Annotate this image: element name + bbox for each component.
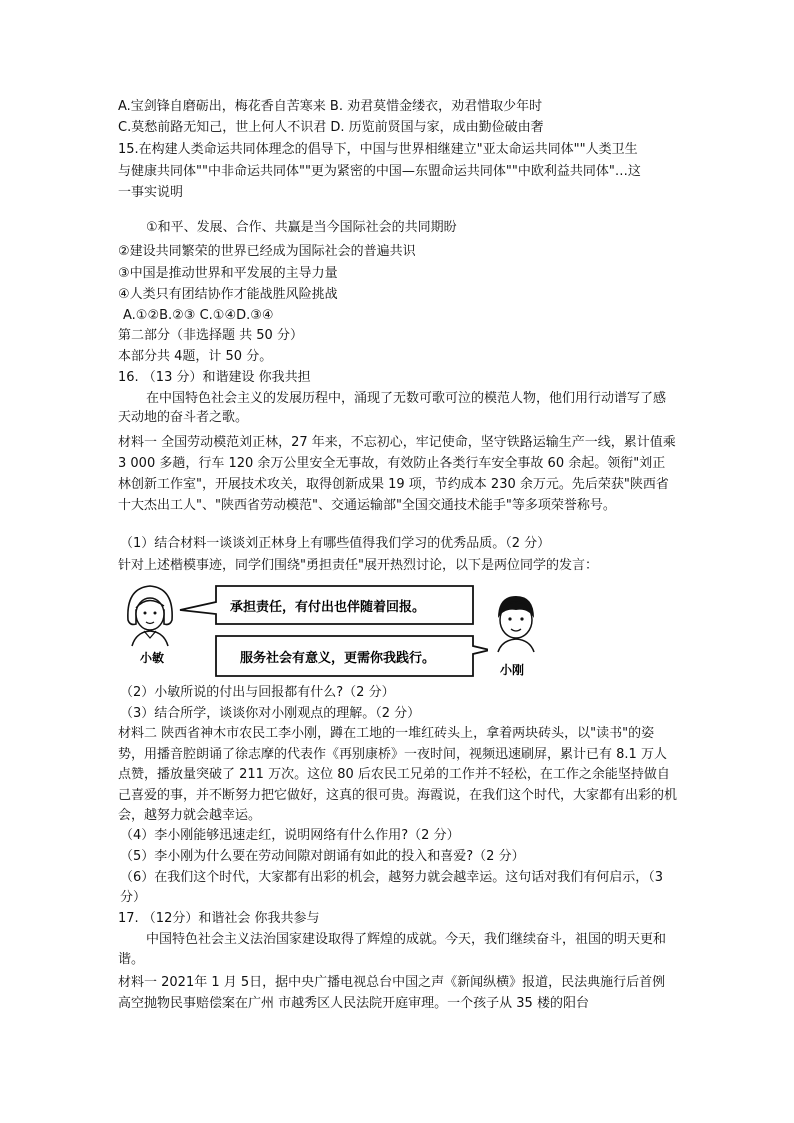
q17-title: 17. （12分）和谐社会 你我共参与 — [118, 911, 320, 926]
q15-item-1: ①和平、发展、合作、共赢是当今国际社会的共同期盼 — [146, 220, 457, 235]
q15-stem-line-2: 与健康共同体""中非命运共同体""更为紧密的中国—东盟命运共同体""中欧利益共同体"…这 — [118, 164, 641, 179]
q14-option-line-2: C.莫愁前路无知己，世上何人不识君 D. 历览前贤国与家，成由勤俭破由奢 — [118, 120, 544, 135]
q15-options: A.①②B.②③ C.①④D.③④ — [123, 308, 274, 323]
part2-note: 本部分共 4题，计 50 分。 — [118, 349, 273, 364]
xiaomin-speech-text: 承担责任，有付出也伴随着回报。 — [230, 600, 426, 615]
q15-item-4: ④人类只有团结协作才能战胜风险挑战 — [118, 287, 338, 302]
q16-sub-question-2: （2）小敏所说的付出与回报都有什么?（2 分） — [120, 685, 395, 700]
q15-stem-line-3: 一事实说明 — [118, 185, 184, 200]
xiaogang-speech-text: 服务社会有意义，更需你我践行。 — [240, 651, 436, 666]
q16-sub-question-5: （5）李小刚为什么要在劳动间隙对朗诵有如此的投入和喜爱?（2 分） — [120, 849, 525, 864]
q17-material-1: 材料一 2021年 1 月 5日，据中央广播电视总台中国之声《新闻纵横》报道，民法典施行后首例高空抛物民事赔偿案在广州 市越秀区人民法院开庭审理。一个孩子从 35 楼的阳台 — [118, 975, 666, 1011]
q16-sub-question-3: （3）结合所学，谈谈你对小刚观点的理解。（2 分） — [120, 706, 421, 721]
student-xiaogang-svg — [486, 592, 546, 682]
xiaomin-name-label: 小敏 — [140, 651, 165, 665]
q15-item-2: ②建设共同繁荣的世界已经成为国际社会的普遍共识 — [118, 244, 416, 259]
q16-sub-question-4: （4）李小刚能够迅速走红，说明网络有什么作用?（2 分） — [120, 828, 460, 843]
q14-option-line-1: A.宝剑锋自磨砺出，梅花香自苦寒来 B. 劝君莫惜金缕衣，劝君惜取少年时 — [118, 99, 543, 114]
q17-intro: 中国特色社会主义法治国家建设取得了辉煌的成就。今天，我们继续奋斗，祖国的明天更和谐。 — [118, 932, 667, 967]
q16-title: 16. （13 分）和谐建设 你我共担 — [118, 370, 311, 385]
student-xiaogang — [486, 592, 546, 682]
q16-sub-question-1: （1）结合材料一谈谈刘正林身上有哪些值得我们学习的优秀品质。（2 分） — [120, 536, 551, 551]
q15-stem-line-1: 15.在构建人类命运共同体理念的倡导下，中国与世界相继建立"亚太命运共同体""人类卫生 — [118, 142, 638, 157]
q16-material-1: 材料一 全国劳动模范刘正林，27 年来，不忘初心，牢记使命，坚守铁路运输生产一线，累计值乘 3 000 多趟，行车 120 余万公里安全无事故，有效防止各类行车安全事故 60 余起。领衔"刘正林创新工作室"，开展技术攻关，取得创新成果 19 项，节约成本 230 余万元。先后荣获"陕西省十大杰出工人"、"陕西省劳动模范"、交通运输部"全国交通技术能手"等多项荣誉称号。 — [118, 435, 676, 513]
q15-item-3: ③中国是推动世界和平发展的主导力量 — [118, 266, 338, 281]
q16-intro: 在中国特色社会主义的发展历程中，涌现了无数可歌可泣的模范人物，他们用行动谱写了感天动地的奋斗者之歌。 — [118, 391, 667, 425]
q16-sub-question-6: （6）在我们这个时代，大家都有出彩的机会，越努力就会越幸运。这句话对我们有何启示，（3 分） — [120, 870, 664, 905]
student-xiaomin-figure — [128, 586, 172, 646]
q16-material-2: 材料二 陕西省神木市农民工李小刚，蹲在工地的一堆红砖头上，拿着两块砖头，以"读书"的姿势，用播音腔朗诵了徐志摩的代表作《再别康桥》一夜时间，视频迅速刷屏，累计已有 8.1 万人点赞，播放量突破了 211 万次。这位 80 后农民工兄弟的工作并不轻松，在工作之余能坚持做自己喜爱的事，并不断努力把它做好，这真的很可贵。海霞说，在我们这个时代，大家都有出彩的机会，越努力就会越幸运。 — [118, 726, 678, 823]
xiaogang-name-label: 小刚 — [500, 663, 525, 677]
discussion-illustration — [118, 580, 488, 680]
q16-discussion-lead: 针对上述楷模事迹，同学们围绕"勇担责任"展开热烈讨论，以下是两位同学的发言： — [118, 558, 598, 573]
discussion-illustration-svg — [118, 580, 488, 680]
part2-title: 第二部分（非选择题 共 50 分） — [118, 328, 303, 343]
